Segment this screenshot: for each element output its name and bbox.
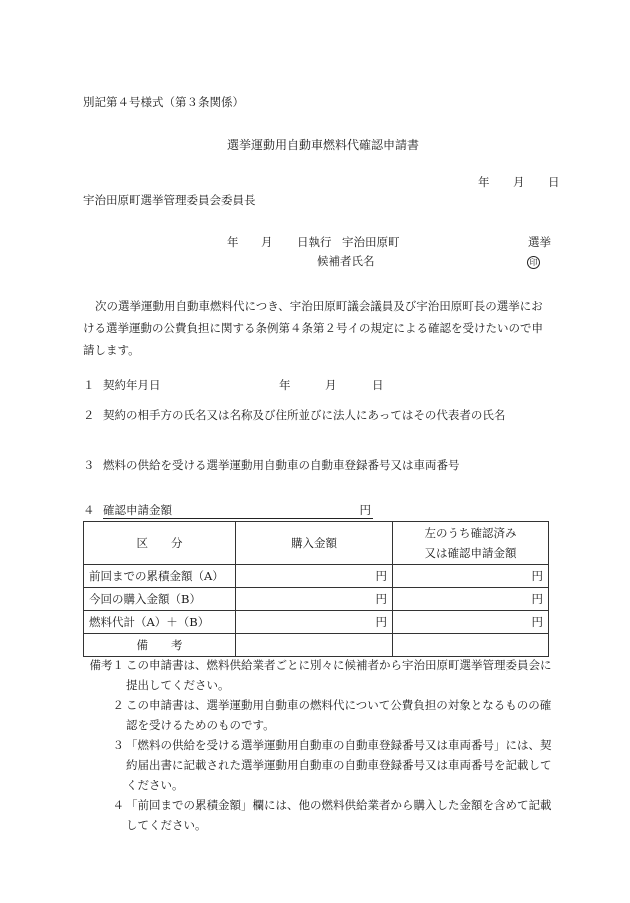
col-category-header: 区 分	[84, 522, 236, 565]
candidate-name-label: 候補者氏名	[317, 254, 375, 268]
note-text: この申請書は、燃料供給業者ごとに別々に候補者から宇治田原町選挙管理委員会に提出してください。	[126, 658, 552, 692]
election-month-label: 月	[261, 235, 273, 249]
remarks-cell[interactable]	[236, 634, 393, 657]
date-year-label: 年	[478, 175, 490, 189]
table-row	[84, 588, 549, 611]
purchase-amount-cell[interactable]: 円	[236, 588, 393, 611]
notes-section	[88, 655, 558, 835]
row-label: 今回の購入金額（B）	[84, 588, 236, 611]
date-day-label: 日	[548, 175, 560, 189]
item3-number: ３	[83, 458, 95, 472]
item4-amount-line	[103, 503, 373, 519]
document-title: 選挙運動用自動車燃料代確認申請書	[227, 138, 420, 152]
row-label: 前回までの累積金額（A）	[84, 565, 236, 588]
election-day-held-label: 日執行	[297, 235, 332, 249]
note-item	[88, 655, 558, 695]
confirmed-amount-cell[interactable]: 円	[393, 588, 549, 611]
item1-number: １	[83, 378, 95, 392]
note-number: 備考１	[89, 658, 124, 672]
note-number: ４	[112, 798, 124, 812]
note-item	[88, 735, 558, 795]
form-label: 別記第４号様式（第３条関係）	[83, 95, 244, 109]
table-row	[84, 565, 549, 588]
amount-table	[83, 521, 549, 657]
note-item	[88, 795, 558, 835]
col-confirmed-line1: 左のうち確認済み	[424, 526, 517, 540]
note-text: この申請書は、選挙運動用自動車の燃料代について公費負担の対象となるものの確認を受けるためのものです。	[126, 698, 552, 732]
note-number: ３	[112, 738, 124, 752]
election-year-label: 年	[227, 235, 239, 249]
item3-label: 燃料の供給を受ける選挙運動用自動車の自動車登録番号又は車両番号	[103, 458, 460, 472]
note-number: ２	[112, 698, 124, 712]
item1-month-label: 月	[325, 378, 337, 392]
table-header-row	[84, 522, 549, 565]
item2-label: 契約の相手方の氏名又は名称及び住所並びに法人にあってはその代表者の氏名	[103, 408, 506, 422]
confirmed-amount-cell[interactable]: 円	[393, 565, 549, 588]
row-label: 燃料代計（A）＋（B）	[84, 611, 236, 634]
election-town: 宇治田原町	[342, 235, 400, 249]
item4-label: 確認申請金額	[103, 503, 172, 517]
col-confirmed-line2: 又は確認申請金額	[424, 546, 517, 560]
table-row	[84, 611, 549, 634]
item2-number: ２	[83, 408, 95, 422]
item1-label: 契約年月日	[103, 378, 161, 392]
date-month-label: 月	[513, 175, 525, 189]
col-purchase-header: 購入金額	[236, 522, 393, 565]
remarks-cell-2[interactable]	[393, 634, 549, 657]
seal-mark: 印	[527, 256, 540, 269]
purchase-amount-cell[interactable]: 円	[236, 565, 393, 588]
addressee: 宇治田原町選挙管理委員会委員長	[83, 193, 256, 207]
item4-unit: 円	[359, 503, 371, 517]
intro-paragraph: 次の選挙運動用自動車燃料代につき、宇治田原町議会議員及び宇治田原町長の選挙における選挙運動の公費負担に関する条例第４条第２号イの規定による確認を受けたいので申請します。	[83, 299, 543, 357]
note-text: 「前回までの累積金額」欄には、他の燃料供給業者から購入した金額を含めて記載してください。	[126, 798, 552, 832]
remarks-label: 備 考	[84, 634, 236, 657]
notes-prefix: 備考	[89, 658, 113, 672]
col-confirmed-header	[393, 522, 549, 565]
remarks-row	[84, 634, 549, 657]
note-text: 「燃料の供給を受ける選挙運動用自動車の自動車登録番号又は車両番号」には、契約届出書に記載された選挙運動用自動車の自動車登録番号又は車両番号を記載してください。	[126, 738, 552, 792]
election-word: 選挙	[528, 235, 551, 249]
confirmed-amount-cell[interactable]: 円	[393, 611, 549, 634]
note-item	[88, 695, 558, 735]
item4-number: ４	[83, 503, 95, 517]
item1-day-label: 日	[372, 378, 384, 392]
item1-year-label: 年	[279, 378, 291, 392]
purchase-amount-cell[interactable]: 円	[236, 611, 393, 634]
